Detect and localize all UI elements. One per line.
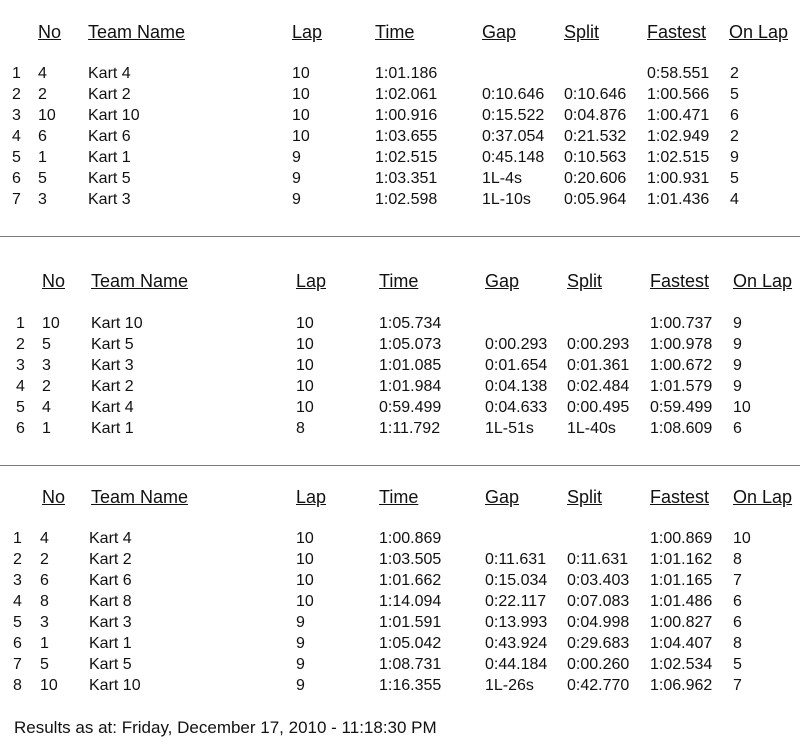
column-header-lap: Lap: [296, 487, 327, 507]
results-block-2: [0, 239, 800, 464]
cell-time: 1:05.734: [379, 315, 442, 332]
cell-lap: 10: [292, 128, 310, 145]
cell-time: 1:01.662: [379, 572, 442, 589]
cell-pos: 1: [13, 530, 22, 547]
cell-no: 4: [40, 530, 49, 547]
cell-no: 4: [42, 399, 51, 416]
cell-lap: 9: [292, 170, 301, 187]
cell-time: 1:11.792: [379, 420, 441, 437]
column-header-time: Time: [379, 487, 419, 507]
cell-fastest: 1:00.566: [647, 86, 710, 103]
cell-on-lap: 9: [733, 357, 742, 374]
cell-lap: 9: [292, 149, 301, 166]
cell-gap: 0:15.522: [482, 107, 545, 124]
cell-no: 6: [40, 572, 49, 589]
column-header-time: Time: [375, 22, 415, 42]
cell-time: 1:02.515: [375, 149, 438, 166]
column-header-lap: Lap: [292, 22, 323, 42]
cell-pos: 5: [16, 399, 25, 416]
results-block-3: [0, 467, 800, 707]
cell-fastest: 0:58.551: [647, 65, 710, 82]
cell-on-lap: 2: [730, 65, 739, 82]
cell-time: 1:00.869: [379, 530, 442, 547]
cell-team: Kart 4: [88, 65, 131, 82]
column-header-fastest: Fastest: [650, 271, 710, 291]
cell-fastest: 1:02.515: [647, 149, 710, 166]
cell-team: Kart 4: [91, 399, 134, 416]
cell-no: 1: [38, 149, 47, 166]
cell-lap: 10: [296, 399, 314, 416]
cell-no: 6: [38, 128, 47, 145]
cell-split: 0:07.083: [567, 593, 630, 610]
cell-fastest: 1:00.827: [650, 614, 713, 631]
column-header-gap: Gap: [485, 487, 520, 507]
cell-on-lap: 8: [733, 551, 742, 568]
cell-no: 5: [38, 170, 47, 187]
cell-on-lap: 10: [733, 530, 751, 547]
column-header-split: Split: [567, 487, 603, 507]
cell-time: 1:01.186: [375, 65, 438, 82]
section-divider: [0, 236, 800, 237]
cell-team: Kart 3: [88, 191, 131, 208]
column-header-no: No: [42, 487, 66, 507]
column-header-fastest: Fastest: [647, 22, 707, 42]
cell-split: 0:00.293: [567, 336, 630, 353]
cell-gap: 0:11.631: [485, 551, 547, 568]
cell-pos: 5: [12, 149, 21, 166]
cell-split: 0:01.361: [567, 357, 630, 374]
cell-team: Kart 2: [89, 551, 132, 568]
cell-time: 1:01.085: [379, 357, 442, 374]
cell-gap: 0:04.138: [485, 378, 548, 395]
cell-fastest: 1:00.978: [650, 336, 713, 353]
cell-on-lap: 7: [733, 677, 742, 694]
results-block-1: [0, 0, 800, 235]
cell-on-lap: 10: [733, 399, 751, 416]
cell-no: 5: [40, 656, 49, 673]
column-header-gap: Gap: [485, 271, 520, 291]
cell-fastest: 1:00.672: [650, 357, 713, 374]
cell-fastest: 1:08.609: [650, 420, 713, 437]
cell-team: Kart 1: [91, 420, 134, 437]
cell-split: 0:42.770: [567, 677, 630, 694]
cell-team: Kart 1: [88, 149, 131, 166]
cell-pos: 4: [13, 593, 22, 610]
cell-lap: 10: [296, 357, 314, 374]
cell-split: 0:10.563: [564, 149, 627, 166]
cell-fastest: 1:02.949: [647, 128, 710, 145]
cell-team: Kart 3: [89, 614, 132, 631]
cell-no: 5: [42, 336, 51, 353]
cell-pos: 8: [13, 677, 22, 694]
cell-split: 0:02.484: [567, 378, 630, 395]
cell-team: Kart 6: [88, 128, 131, 145]
cell-on-lap: 5: [730, 170, 739, 187]
cell-gap: 0:00.293: [485, 336, 548, 353]
cell-team: Kart 3: [91, 357, 134, 374]
cell-split: 0:20.606: [564, 170, 627, 187]
cell-fastest: 1:01.486: [650, 593, 713, 610]
cell-fastest: 1:01.165: [650, 572, 713, 589]
cell-pos: 2: [13, 551, 22, 568]
cell-lap: 10: [296, 593, 314, 610]
cell-gap: 0:13.993: [485, 614, 548, 631]
cell-split: 0:10.646: [564, 86, 627, 103]
column-header-team: Team Name: [91, 271, 189, 291]
results-timestamp: Results as at: Friday, December 17, 2010 - 11:18:30 PM: [14, 718, 437, 737]
cell-pos: 1: [12, 65, 21, 82]
cell-on-lap: 9: [733, 315, 742, 332]
cell-lap: 10: [296, 551, 314, 568]
cell-fastest: 1:06.962: [650, 677, 713, 694]
column-header-on-lap: On Lap: [733, 487, 793, 507]
column-header-no: No: [38, 22, 62, 42]
cell-team: Kart 10: [91, 315, 143, 332]
cell-gap: 1L-10s: [482, 191, 531, 208]
cell-lap: 10: [296, 572, 314, 589]
cell-gap: 1L-51s: [485, 420, 534, 437]
cell-on-lap: 5: [730, 86, 739, 103]
cell-gap: 1L-4s: [482, 170, 523, 187]
cell-team: Kart 5: [88, 170, 131, 187]
cell-time: 1:01.591: [379, 614, 442, 631]
cell-time: 1:03.505: [379, 551, 442, 568]
column-header-no: No: [42, 271, 66, 291]
cell-split: 0:05.964: [564, 191, 627, 208]
cell-team: Kart 10: [88, 107, 140, 124]
cell-on-lap: 2: [730, 128, 739, 145]
cell-fastest: 1:00.737: [650, 315, 713, 332]
cell-fastest: 1:01.579: [650, 378, 713, 395]
section-divider: [0, 465, 800, 466]
cell-lap: 9: [296, 635, 305, 652]
cell-on-lap: 9: [733, 378, 742, 395]
cell-time: 1:05.042: [379, 635, 442, 652]
cell-no: 3: [38, 191, 47, 208]
cell-split: 0:04.876: [564, 107, 627, 124]
column-header-team: Team Name: [91, 487, 189, 507]
cell-team: Kart 4: [89, 530, 132, 547]
cell-no: 10: [38, 107, 56, 124]
cell-pos: 4: [12, 128, 21, 145]
column-header-team: Team Name: [88, 22, 186, 42]
cell-on-lap: 4: [730, 191, 739, 208]
cell-no: 10: [42, 315, 60, 332]
cell-team: Kart 1: [89, 635, 132, 652]
column-header-fastest: Fastest: [650, 487, 710, 507]
cell-pos: 3: [16, 357, 25, 374]
column-header-lap: Lap: [296, 271, 327, 291]
cell-split: 0:21.532: [564, 128, 627, 145]
cell-fastest: 1:00.931: [647, 170, 710, 187]
cell-no: 4: [38, 65, 47, 82]
cell-time: 1:08.731: [379, 656, 442, 673]
cell-time: 1:03.655: [375, 128, 438, 145]
cell-lap: 10: [296, 315, 314, 332]
cell-gap: 0:04.633: [485, 399, 548, 416]
cell-team: Kart 2: [91, 378, 134, 395]
column-header-time: Time: [379, 271, 419, 291]
cell-time: 1:00.916: [375, 107, 438, 124]
cell-time: 1:16.355: [379, 677, 442, 694]
cell-split: 0:04.998: [567, 614, 630, 631]
cell-lap: 9: [292, 191, 301, 208]
cell-fastest: 1:01.162: [650, 551, 713, 568]
cell-pos: 3: [13, 572, 22, 589]
cell-fastest: 1:00.471: [647, 107, 710, 124]
cell-split: 0:11.631: [567, 551, 629, 568]
cell-no: 2: [42, 378, 51, 395]
cell-gap: 1L-26s: [485, 677, 534, 694]
cell-pos: 3: [12, 107, 21, 124]
cell-gap: 0:01.654: [485, 357, 548, 374]
cell-pos: 7: [13, 656, 22, 673]
cell-team: Kart 10: [89, 677, 141, 694]
cell-gap: 0:43.924: [485, 635, 548, 652]
cell-no: 8: [40, 593, 49, 610]
cell-team: Kart 6: [89, 572, 132, 589]
cell-team: Kart 2: [88, 86, 131, 103]
cell-split: 0:03.403: [567, 572, 630, 589]
column-header-split: Split: [567, 271, 603, 291]
cell-split: 0:00.260: [567, 656, 630, 673]
cell-split: 0:00.495: [567, 399, 630, 416]
cell-on-lap: 5: [733, 656, 742, 673]
cell-lap: 10: [292, 86, 310, 103]
cell-on-lap: 8: [733, 635, 742, 652]
cell-on-lap: 9: [733, 336, 742, 353]
cell-lap: 9: [296, 614, 305, 631]
cell-pos: 1: [16, 315, 25, 332]
cell-fastest: 1:01.436: [647, 191, 710, 208]
column-header-gap: Gap: [482, 22, 517, 42]
column-header-on-lap: On Lap: [733, 271, 793, 291]
cell-lap: 10: [296, 378, 314, 395]
cell-no: 1: [42, 420, 51, 437]
cell-on-lap: 6: [733, 614, 742, 631]
cell-gap: 0:22.117: [485, 593, 547, 610]
cell-lap: 9: [296, 656, 305, 673]
cell-lap: 9: [296, 677, 305, 694]
cell-lap: 10: [296, 530, 314, 547]
cell-pos: 6: [13, 635, 22, 652]
cell-split: 0:29.683: [567, 635, 630, 652]
cell-fastest: 0:59.499: [650, 399, 713, 416]
cell-gap: 0:45.148: [482, 149, 545, 166]
cell-gap: 0:44.184: [485, 656, 548, 673]
cell-no: 2: [38, 86, 47, 103]
cell-team: Kart 5: [89, 656, 132, 673]
cell-time: 1:02.598: [375, 191, 438, 208]
cell-no: 2: [40, 551, 49, 568]
cell-no: 10: [40, 677, 58, 694]
cell-pos: 4: [16, 378, 25, 395]
cell-no: 1: [40, 635, 49, 652]
cell-on-lap: 7: [733, 572, 742, 589]
cell-pos: 6: [12, 170, 21, 187]
cell-time: 1:14.094: [379, 593, 442, 610]
cell-on-lap: 9: [730, 149, 739, 166]
cell-lap: 10: [292, 107, 310, 124]
cell-no: 3: [42, 357, 51, 374]
cell-pos: 5: [13, 614, 22, 631]
cell-team: Kart 5: [91, 336, 134, 353]
cell-time: 1:01.984: [379, 378, 442, 395]
cell-on-lap: 6: [733, 420, 742, 437]
cell-gap: 0:15.034: [485, 572, 548, 589]
cell-lap: 10: [296, 336, 314, 353]
cell-gap: 0:37.054: [482, 128, 545, 145]
cell-pos: 6: [16, 420, 25, 437]
cell-pos: 7: [12, 191, 21, 208]
column-header-split: Split: [564, 22, 600, 42]
cell-fastest: 1:04.407: [650, 635, 713, 652]
cell-team: Kart 8: [89, 593, 132, 610]
cell-fastest: 1:02.534: [650, 656, 713, 673]
cell-fastest: 1:00.869: [650, 530, 713, 547]
cell-pos: 2: [16, 336, 25, 353]
cell-split: 1L-40s: [567, 420, 616, 437]
cell-time: 0:59.499: [379, 399, 442, 416]
column-header-on-lap: On Lap: [729, 22, 789, 42]
cell-no: 3: [40, 614, 49, 631]
cell-gap: 0:10.646: [482, 86, 545, 103]
cell-lap: 10: [292, 65, 310, 82]
cell-time: 1:05.073: [379, 336, 442, 353]
cell-time: 1:03.351: [375, 170, 438, 187]
cell-lap: 8: [296, 420, 305, 437]
cell-pos: 2: [12, 86, 21, 103]
cell-on-lap: 6: [730, 107, 739, 124]
cell-on-lap: 6: [733, 593, 742, 610]
cell-time: 1:02.061: [375, 86, 438, 103]
